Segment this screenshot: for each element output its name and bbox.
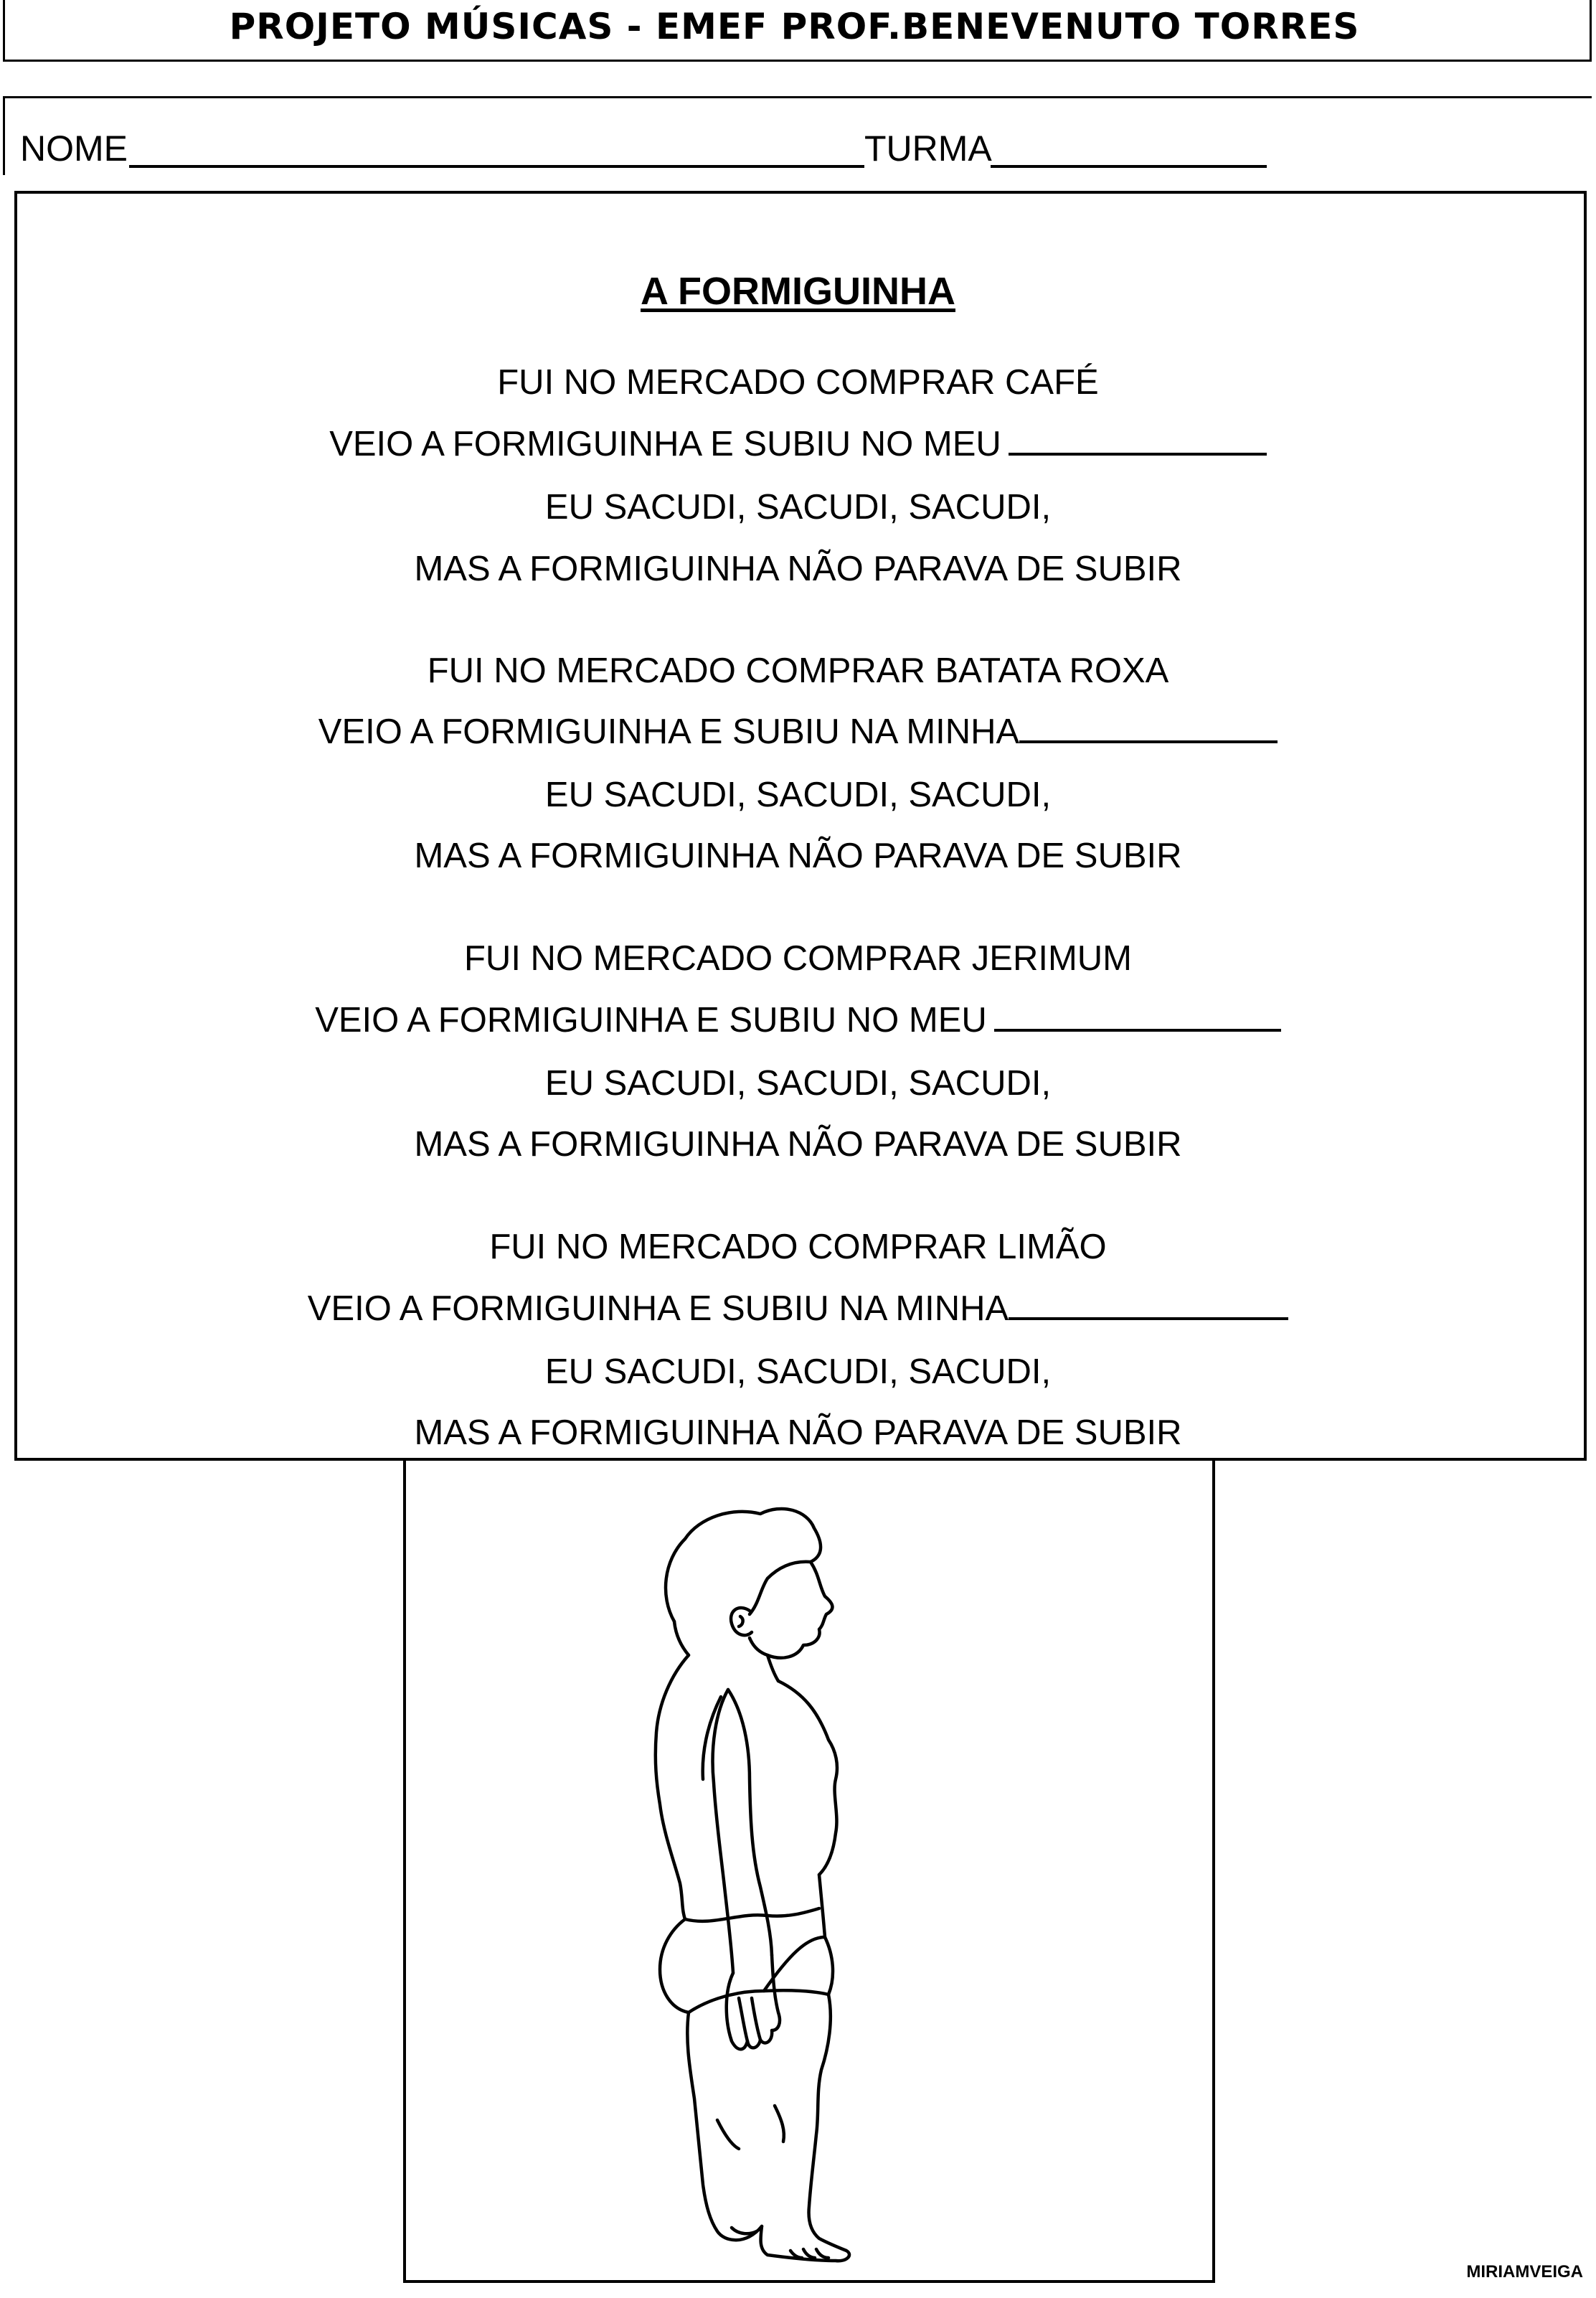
lyric-line: VEIO A FORMIGUINHA E SUBIU NA MINHA bbox=[318, 712, 1020, 751]
lyric-line: MAS A FORMIGUINHA NÃO PARAVA DE SUBIR bbox=[414, 1413, 1182, 1452]
lyric-line-with-blank bbox=[0, 999, 1596, 1042]
name-field[interactable] bbox=[129, 165, 864, 168]
lyric-line: FUI NO MERCADO COMPRAR BATATA ROXA bbox=[427, 651, 1169, 690]
lyric-line: FUI NO MERCADO COMPRAR CAFÉ bbox=[497, 363, 1099, 402]
lyric-line: FUI NO MERCADO COMPRAR LIMÃO bbox=[489, 1228, 1107, 1266]
page-title: PROJETO MÚSICAS - EMEF PROF.BENEVENUTO TORRES bbox=[229, 6, 1360, 47]
answer-blank[interactable] bbox=[1019, 712, 1278, 743]
lyric-line: FUI NO MERCADO COMPRAR JERIMUM bbox=[464, 939, 1132, 978]
lyric-line: VEIO A FORMIGUINHA E SUBIU NO MEU bbox=[315, 1001, 987, 1040]
answer-blank[interactable] bbox=[1009, 1289, 1288, 1320]
lyric-line: MAS A FORMIGUINHA NÃO PARAVA DE SUBIR bbox=[414, 1125, 1182, 1164]
name-box bbox=[3, 96, 1592, 175]
lyric-line: EU SACUDI, SACUDI, SACUDI, bbox=[544, 488, 1052, 527]
song-title: A FORMIGUINHA bbox=[641, 270, 955, 313]
lyric-line: EU SACUDI, SACUDI, SACUDI, bbox=[544, 1352, 1052, 1391]
class-label: TURMA bbox=[864, 128, 992, 169]
name-label: NOME bbox=[20, 128, 128, 169]
answer-blank[interactable] bbox=[994, 1000, 1281, 1032]
lyric-line: MAS A FORMIGUINHA NÃO PARAVA DE SUBIR bbox=[414, 550, 1182, 588]
answer-blank[interactable] bbox=[1009, 424, 1267, 456]
lyric-line: EU SACUDI, SACUDI, SACUDI, bbox=[544, 1064, 1052, 1103]
author-credit: MIRIAMVEIGA bbox=[1466, 2262, 1583, 2281]
lyric-line: MAS A FORMIGUINHA NÃO PARAVA DE SUBIR bbox=[414, 837, 1182, 875]
lyric-line-with-blank bbox=[0, 1287, 1596, 1330]
lyric-line: EU SACUDI, SACUDI, SACUDI, bbox=[544, 776, 1052, 814]
class-field[interactable] bbox=[991, 165, 1267, 168]
lyric-line-with-blank bbox=[0, 423, 1596, 466]
lyric-line-with-blank bbox=[0, 710, 1596, 753]
human-body-side-view-icon bbox=[631, 1496, 940, 2278]
lyric-line: VEIO A FORMIGUINHA E SUBIU NA MINHA bbox=[307, 1289, 1009, 1328]
lyric-line: VEIO A FORMIGUINHA E SUBIU NO MEU bbox=[329, 425, 1001, 463]
